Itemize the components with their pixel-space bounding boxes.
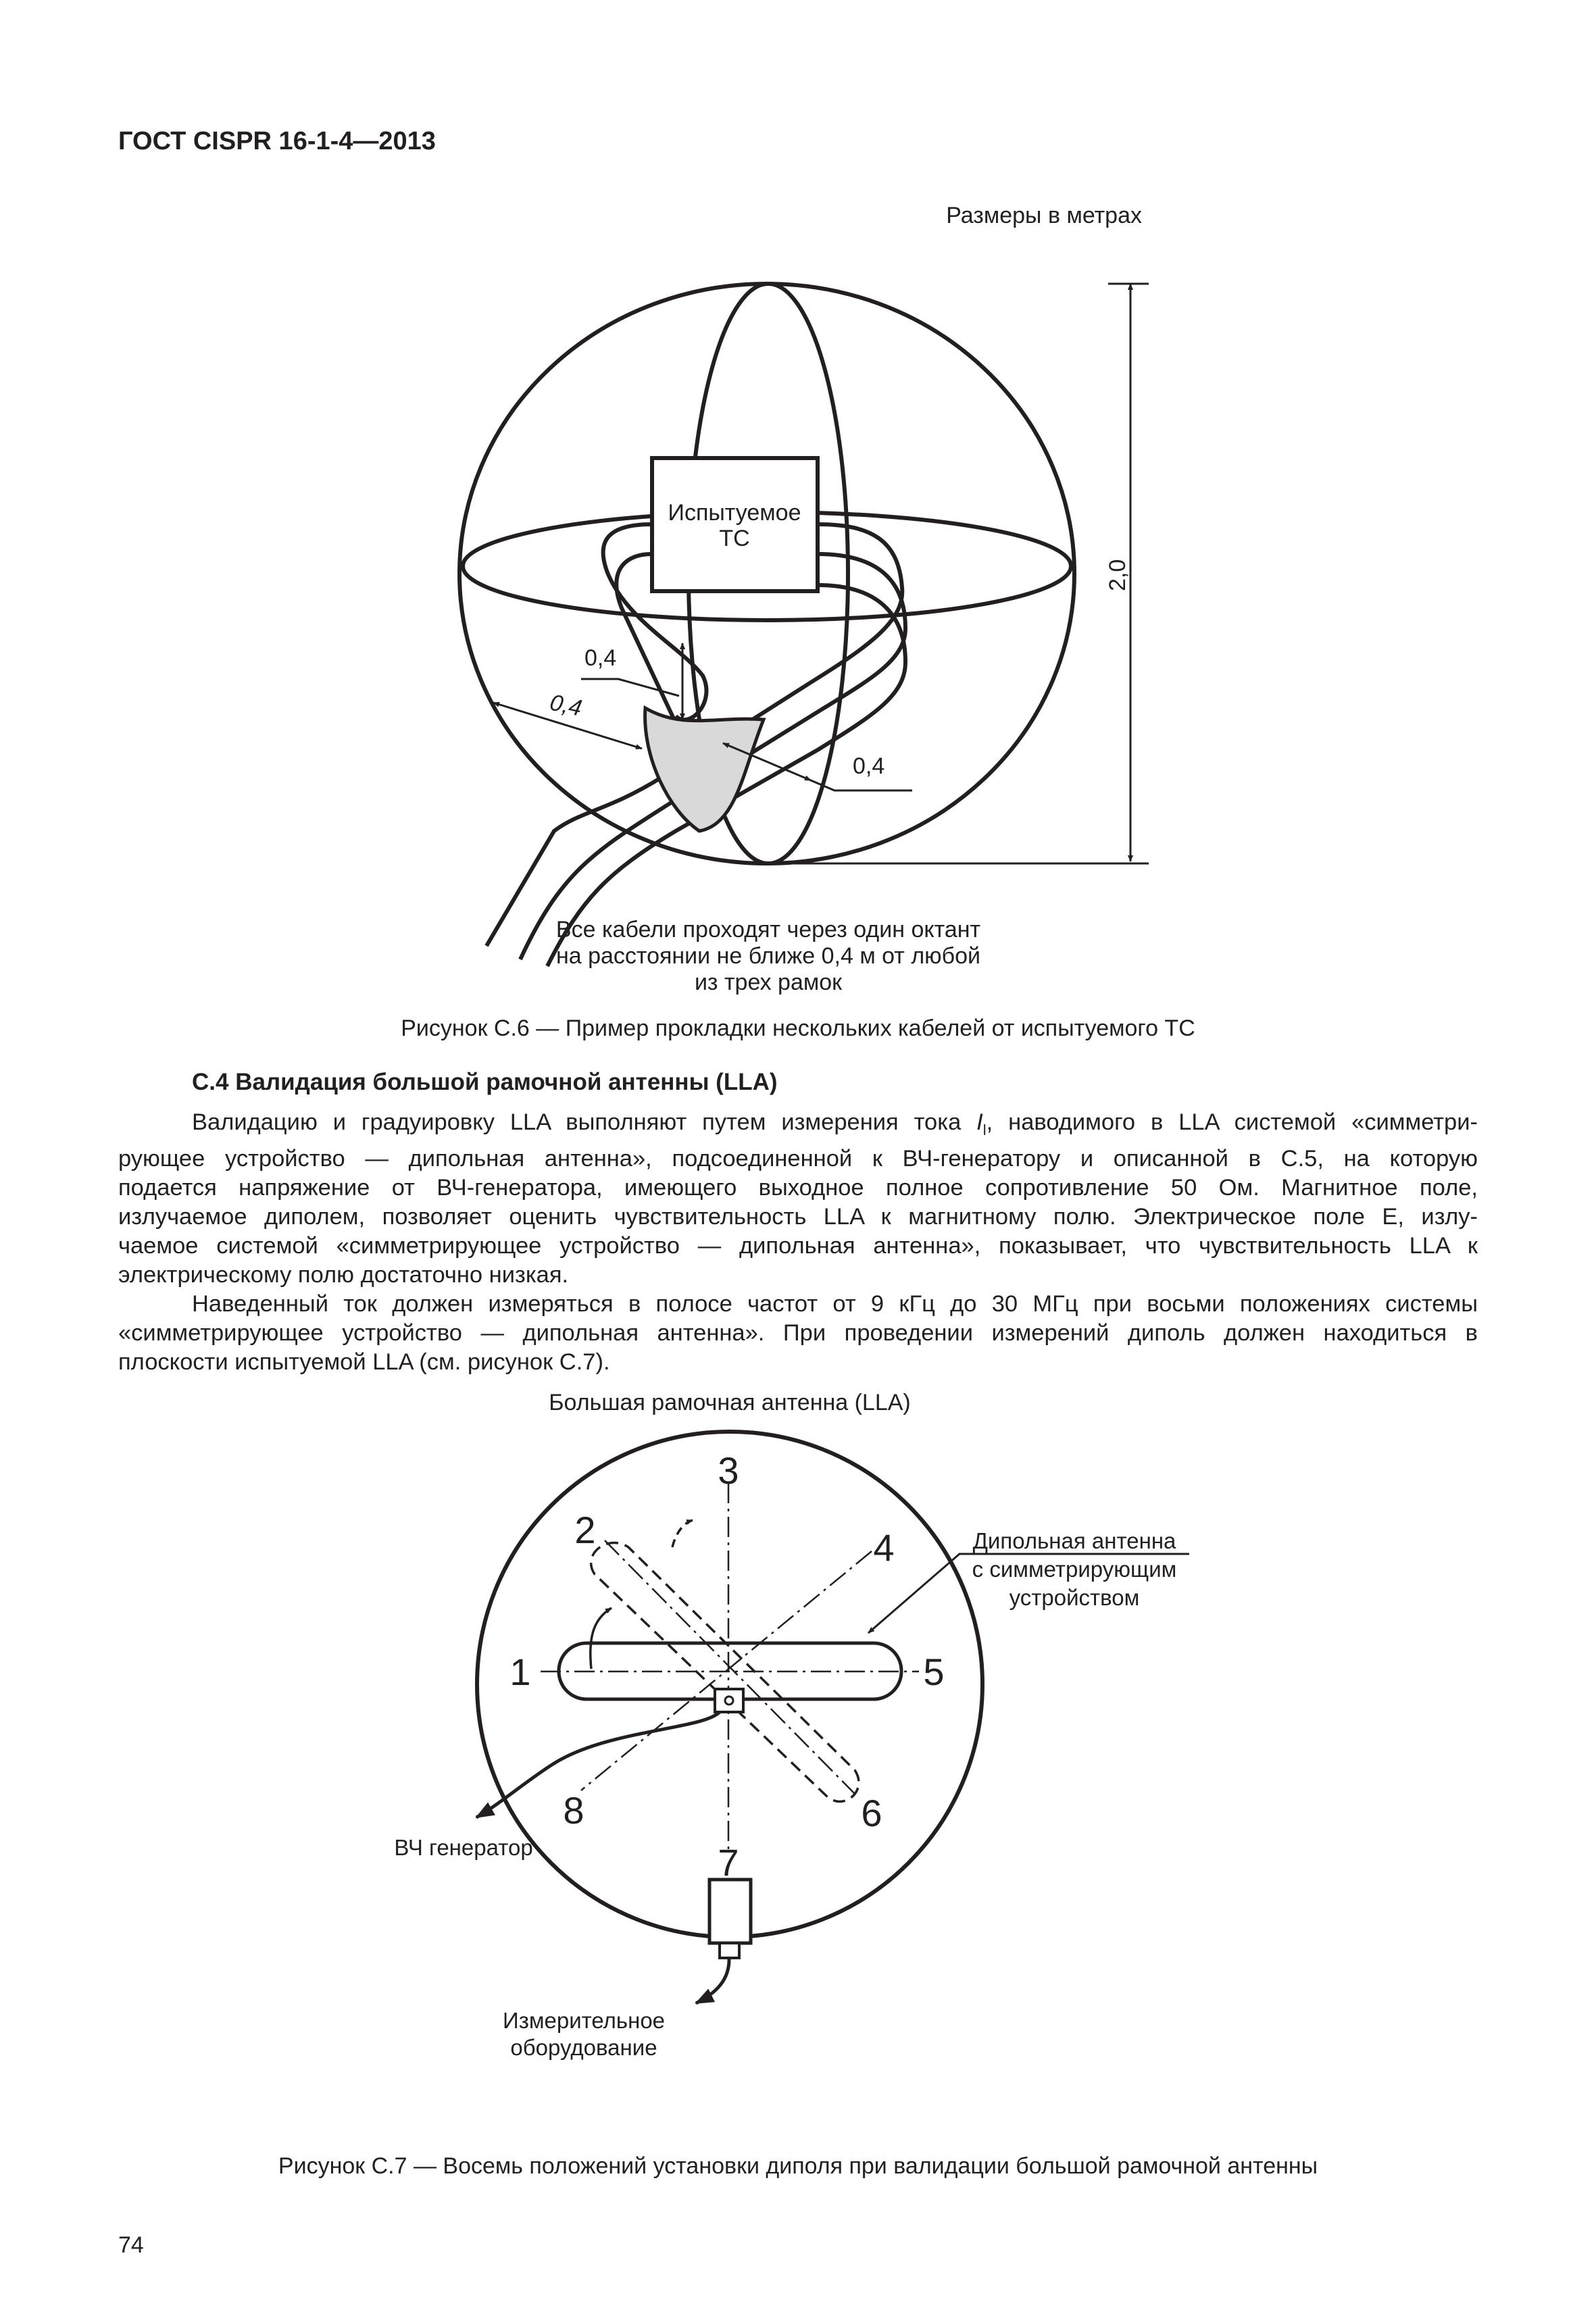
dipole-label-line2: с симметрирующим: [972, 1557, 1177, 1582]
figure-c6-note: [498, 917, 1039, 996]
paragraph-1-line: рующее устройство — дипольная антенна», подсоединенной к ВЧ-генератору и описанной в С.5, на которую: [118, 1145, 1478, 1172]
generator-label: ВЧ генератор: [394, 1835, 533, 1860]
note-line: на расстоянии не ближе 0,4 м от любой: [555, 943, 981, 969]
paragraph-2-line: Наведенный ток должен измеряться в полосе частот от 9 кГц до 30 МГц при восьми положениях системы: [192, 1290, 1478, 1317]
position-7: 7: [718, 1841, 739, 1884]
text-run: Валидацию и градуировку LLA выполняют путем измерения тока: [192, 1109, 977, 1135]
equipment-label-line1: Измерительное: [502, 2008, 666, 2033]
equipment-label-line2: оборудование: [510, 2035, 657, 2060]
position-8: 8: [563, 1789, 584, 1832]
current-subscript: l: [982, 1121, 987, 1138]
paragraph-2-line: «симметрирующее устройство — дипольная антенна». При проведении измерений диполь должен находиться в: [118, 1319, 1478, 1346]
paragraph-1-line: подается напряжение от ВЧ-генератора, имеющего выходное полное сопротивление 50 Ом. Магнитное поле,: [118, 1174, 1478, 1201]
paragraph-1-line: чаемое системой «симметрирующее устройство — дипольная антенна», показывает, что чувствительность LLA к: [118, 1232, 1478, 1259]
paragraph-2-line: плоскости испытуемой LLA (см. рисунок С.7).: [118, 1349, 610, 1375]
document-header: ГОСТ CISPR 16-1-4—2013: [118, 127, 436, 155]
figure-c7-title: Большая рамочная антенна (LLA): [549, 1390, 911, 1415]
dipole-label-line1: Дипольная антенна: [972, 1528, 1176, 1553]
position-2: 2: [574, 1509, 596, 1551]
text-run: , наводимого в LLA системой «симметри-: [986, 1109, 1478, 1135]
section-heading: С.4 Валидация большой рамочной антенны (LLA): [192, 1069, 778, 1095]
note-line: из трех рамок: [694, 970, 843, 995]
page-number: 74: [118, 2232, 144, 2258]
eut-label-line1: Испытуемое: [668, 500, 801, 526]
units-note: Размеры в метрах: [946, 203, 1142, 228]
generator-cable: [476, 1712, 720, 1817]
cable-octant-zone: [645, 708, 764, 831]
measuring-cable: [696, 1958, 729, 2003]
paragraph-1-line: излучаемое диполем, позволяет оценить чувствительность LLA к магнитному полю. Электрическое поле E, излу-: [118, 1203, 1478, 1230]
figure-c6: [459, 284, 1149, 966]
note-line: Все кабели проходят через один октант: [555, 917, 981, 942]
position-6: 6: [861, 1792, 882, 1834]
position-5: 5: [923, 1651, 945, 1693]
dimension-a-label: 0,4: [584, 645, 617, 671]
figure-c6-caption: Рисунок С.6 — Пример прокладки нескольких кабелей от испытуемого ТС: [401, 1015, 1195, 1041]
dimension-b-label: 0,4: [547, 689, 584, 722]
current-symbol: I: [976, 1109, 983, 1135]
paragraph-1-line: [118, 1108, 1478, 1145]
paragraph-1-line: электрическому полю достаточно низкая.: [118, 1261, 569, 1288]
rotation-arrow-dashed: [672, 1520, 693, 1547]
dimension-height-label: 2,0: [1105, 559, 1130, 591]
dimension-c-label: 0,4: [853, 753, 885, 779]
balun-box: [715, 1689, 743, 1712]
position-4: 4: [873, 1526, 895, 1569]
eut-label-line2: ТС: [719, 526, 750, 551]
dipole-label-line3: устройством: [1009, 1585, 1140, 1610]
section-body: [118, 1108, 1478, 1377]
position-3: 3: [718, 1449, 739, 1492]
measuring-sensor: [709, 1880, 751, 1943]
position-1: 1: [509, 1651, 531, 1693]
figure-c7-caption: Рисунок С.7 — Восемь положений установки диполя при валидации большой рамочной антенны: [278, 2153, 1318, 2179]
